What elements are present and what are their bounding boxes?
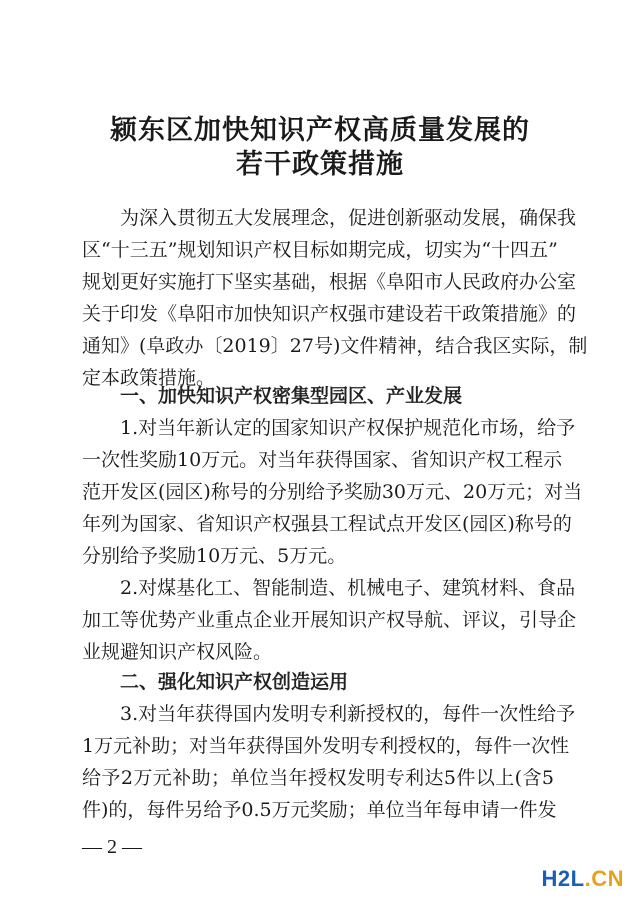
item2-line: 加工等优势产业重点企业开展知识产权导航、评议，引导企: [82, 609, 577, 631]
document-title-line1: 颍东区加快知识产权高质量发展的: [110, 115, 530, 146]
intro-line: 通知》(阜政办〔2019〕27号)文件精神，结合我区实际，制: [82, 335, 588, 357]
document-title-line2: 若干政策措施: [236, 149, 404, 180]
item1-line: 年列为国家、省知识产权强县工程试点开发区(园区)称号的: [82, 513, 572, 535]
item2-line: 2.对煤基化工、智能制造、机械电子、建筑材料、食品: [120, 577, 576, 599]
watermark-part-b: .CN: [584, 866, 624, 891]
section-heading-1: 一、加快知识产权密集型园区、产业发展: [120, 385, 463, 407]
site-watermark: [542, 866, 624, 894]
intro-line: 定本政策措施。: [82, 367, 216, 389]
watermark-part-a: H2L: [541, 866, 585, 891]
item1-line: 一次性奖励10万元。对当年获得国家、省知识产权工程示: [82, 449, 563, 471]
intro-line: 为深入贯彻五大发展理念，促进创新驱动发展，确保我: [120, 207, 577, 229]
item3-line: 件)的，每件另给予0.5万元奖励；单位当年每申请一件发: [82, 799, 557, 821]
item3-line: 给予2万元补助；单位当年授权发明专利达5件以上(含5: [82, 767, 554, 789]
intro-line: 关于印发《阜阳市加快知识产权强市建设若干政策措施》的: [82, 303, 577, 325]
item2-line: 业规避知识产权风险。: [82, 641, 273, 663]
page-number: — 2 —: [82, 836, 142, 858]
intro-line: 区“十三五”规划知识产权目标如期完成，切实为“十四五”: [82, 239, 558, 261]
item3-line: 3.对当年获得国内发明专利新授权的，每件一次性给予: [120, 703, 576, 725]
item3-line: 1万元补助；对当年获得国外发明专利授权的，每件一次性: [82, 735, 570, 757]
section-heading-2: 二、强化知识产权创造运用: [120, 671, 349, 693]
item1-line: 分别给予奖励10万元、5万元。: [82, 545, 347, 567]
item1-line: 范开发区(园区)称号的分别给予奖励30万元、20万元；对当: [82, 481, 583, 503]
intro-line: 规划更好实施打下坚实基础，根据《阜阳市人民政府办公室: [82, 271, 577, 293]
item1-line: 1.对当年新认定的国家知识产权保护规范化市场，给予: [120, 417, 576, 439]
